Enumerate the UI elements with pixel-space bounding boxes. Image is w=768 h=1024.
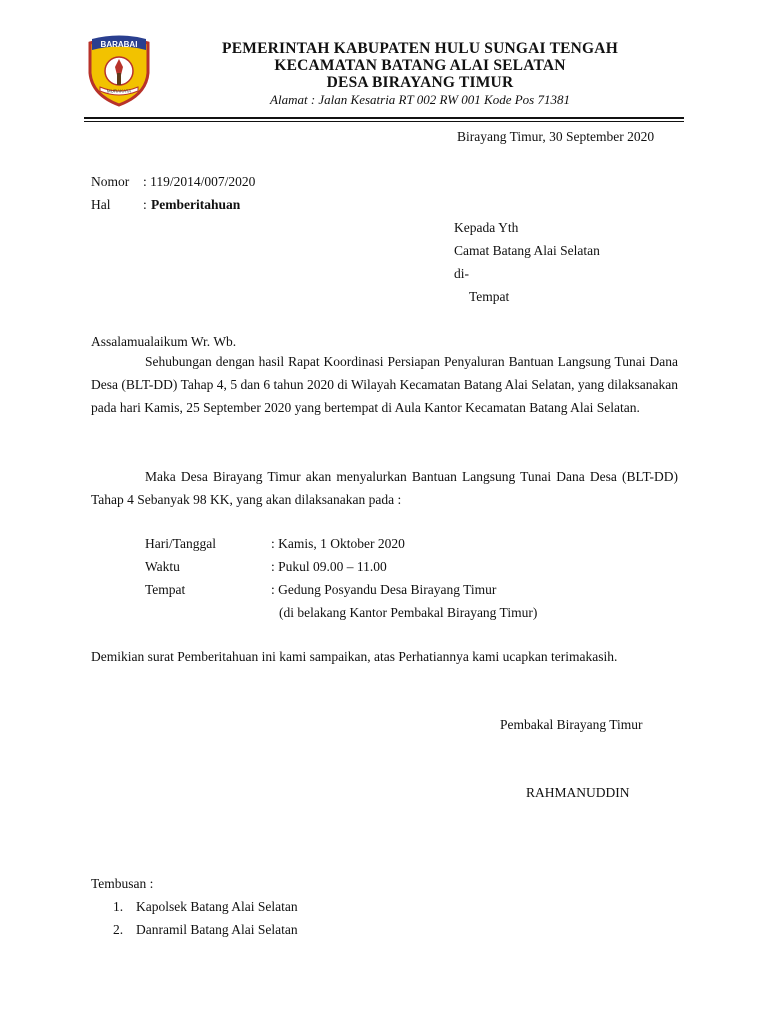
letterhead-line-1: PEMERINTAH KABUPATEN HULU SUNGAI TENGAH (222, 40, 618, 57)
schedule-time-value: : Pukul 09.00 – 11.00 (271, 559, 387, 574)
recipient-line-2: Camat Batang Alai Selatan (454, 243, 600, 258)
schedule-day-value: : Kamis, 1 Oktober 2020 (271, 536, 405, 551)
signature-title: Pembakal Birayang Timur (500, 717, 643, 732)
copies-item-number: 1. (113, 899, 124, 914)
copies-item-text: Danramil Batang Alai Selatan (136, 922, 298, 937)
body-paragraph-2: Maka Desa Birayang Timur akan menyalurkan Bantuan Langsung Tunai Dana Desa (BLT-DD) Tahap 4 Sebanyak 98 KK, yang akan dilaksanakan pada : (91, 469, 678, 507)
signature-name: RAHMANUDDIN (526, 785, 630, 800)
recipient-line-4: Tempat (469, 289, 510, 304)
copies-item-text: Kapolsek Batang Alai Selatan (136, 899, 298, 914)
hal-value: Pemberitahuan (151, 197, 241, 212)
body-paragraph-1: Sehubungan dengan hasil Rapat Koordinasi Persiapan Penyaluran Bantuan Langsung Tunai Dana Desa (BLT-DD) Tahap 4, 5 dan 6 tahun 2020 di Wilayah Kecamatan Batang Alai Selatan, yang dilaksanakan pada hari Kamis, 25 September 2020 yang bertempat di Aula Kantor Kecamatan Batang Alai Selatan. (91, 354, 678, 415)
closing-paragraph: Demikian surat Pemberitahuan ini kami sampaikan, atas Perhatiannya kami ucapkan terimakasih. (91, 649, 618, 664)
logo-motto-text: MURAKATA (106, 88, 132, 94)
schedule-place-value: : Gedung Posyandu Desa Birayang Timur (271, 582, 497, 597)
nomor-label: Nomor (91, 174, 130, 189)
hal-label: Hal (91, 197, 111, 212)
logo-banner-text: BARABAI (100, 40, 138, 49)
nomor-value: : 119/2014/007/2020 (143, 174, 256, 189)
copies-heading: Tembusan : (91, 876, 154, 891)
recipient-line-1: Kepada Yth (454, 220, 519, 235)
letterhead-line-3: DESA BIRAYANG TIMUR (326, 74, 514, 91)
letterhead-line-2: KECAMATAN BATANG ALAI SELATAN (274, 57, 566, 74)
letterhead-address: Alamat : Jalan Kesatria RT 002 RW 001 Kode Pos 71381 (270, 92, 570, 107)
letterhead-divider (84, 117, 684, 122)
recipient-line-3: di- (454, 266, 469, 281)
schedule-place-label: Tempat (145, 582, 186, 597)
regency-emblem-logo (86, 33, 152, 107)
place-date: Birayang Timur, 30 September 2020 (457, 129, 655, 144)
copies-item-number: 2. (113, 922, 124, 937)
hal-colon: : (143, 197, 147, 212)
schedule-time-label: Waktu (145, 559, 180, 574)
schedule-day-label: Hari/Tanggal (145, 536, 217, 551)
schedule-place-note: (di belakang Kantor Pembakal Birayang Timur) (279, 605, 538, 620)
greeting: Assalamualaikum Wr. Wb. (91, 334, 237, 349)
